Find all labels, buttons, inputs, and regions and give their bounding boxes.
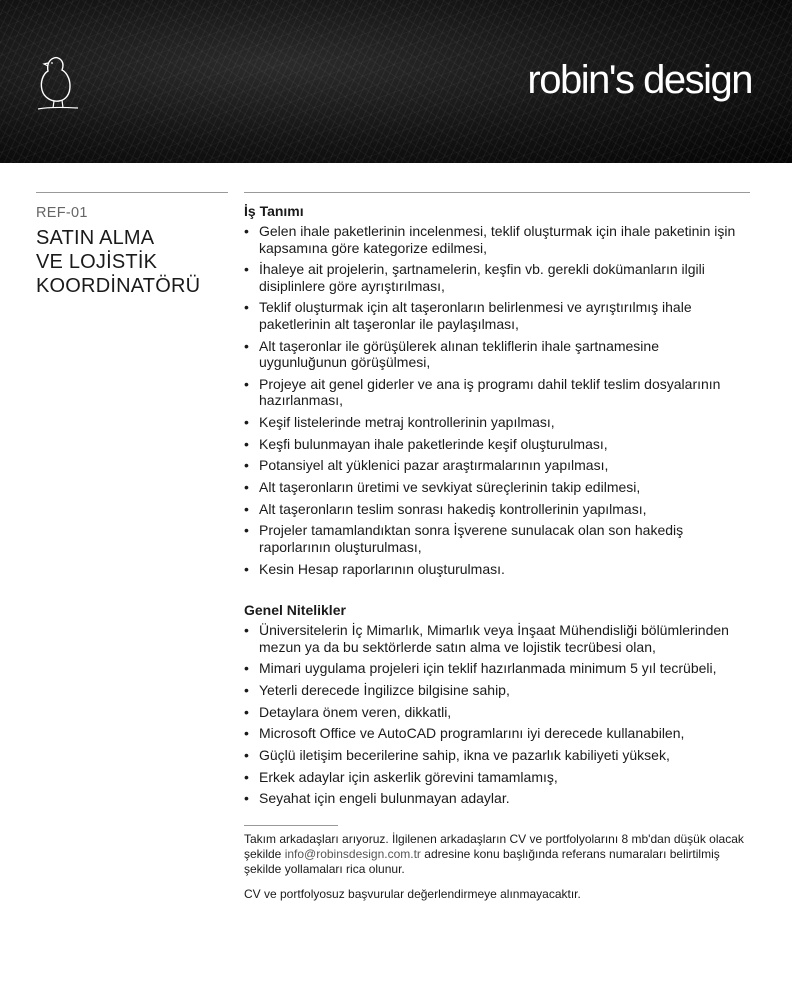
job-description-list — [244, 223, 750, 577]
list-item: • Güçlü iletişim becerilerine sahip, ikna ve pazarlık kabiliyeti yüksek, — [244, 747, 750, 764]
list-item: • Alt taşeronların teslim sonrası hakediş kontrollerinin yapılması, — [244, 501, 750, 518]
list-item: • Potansiyel alt yüklenici pazar araştırmalarının yapılması, — [244, 457, 750, 474]
list-item: • Alt taşeronlar ile görüşülerek alınan tekliflerin ihale şartnamesine uygunluğunun görüşülmesi, — [244, 338, 750, 371]
job-title-line: KOORDİNATÖRÜ — [36, 275, 201, 297]
job-title-line: SATIN ALMA — [36, 227, 155, 249]
disclaimer-text: CV ve portfolyosuz başvurular değerlendirmeye alınmayacaktır. — [244, 886, 581, 901]
list-item: • İhaleye ait projelerin, şartnamelerin, keşfin vb. gerekli dokümanların ilgili disiplinlere göre ayrıştırılması, — [244, 261, 750, 294]
right-divider — [244, 192, 750, 193]
list-item: • Yeterli derecede İngilizce bilgisine sahip, — [244, 682, 750, 699]
list-item: • Alt taşeronların üretimi ve sevkiyat süreçlerinin takip edilmesi, — [244, 479, 750, 496]
application-note — [244, 832, 750, 877]
note-text: adresine konu başlığında referans numaraları belirtilmiş şekilde yollamaları rica olunur. — [244, 846, 720, 876]
list-item: • Keşfi bulunmayan ihale paketlerinde keşif oluşturulması, — [244, 436, 750, 453]
reference-code: REF-01 — [36, 205, 88, 221]
bird-logo-icon — [34, 50, 82, 112]
job-title — [36, 226, 228, 298]
job-title-line: VE LOJİSTİK — [36, 251, 158, 273]
list-item: • Keşif listelerinde metraj kontrollerinin yapılması, — [244, 414, 750, 431]
list-item: • Gelen ihale paketlerinin incelenmesi, teklif oluşturmak için ihale paketinin işin kapsamına göre kategorize edilmesi, — [244, 223, 750, 256]
qualifications-list — [244, 622, 750, 807]
posting-content — [244, 192, 750, 902]
list-item: • Detaylara önem veren, dikkatli, — [244, 704, 750, 721]
header-banner — [0, 0, 792, 163]
list-item: • Üniversitelerin İç Mimarlık, Mimarlık veya İnşaat Mühendisliği bölümlerinden mezun ya da bu sektörlerde satın alma ve lojistik tecrübesi olan, — [244, 622, 750, 655]
email-link[interactable]: info@robinsdesign.com.tr — [284, 846, 421, 861]
list-item: • Projeler tamamlandıktan sonra İşverene sunulacak olan son hakediş raporlarının oluşturulması, — [244, 522, 750, 555]
list-item: • Microsoft Office ve AutoCAD programlarını iyi derecede kullanabilen, — [244, 725, 750, 742]
footer-divider — [244, 825, 338, 826]
job-description-heading: İş Tanımı — [244, 203, 304, 219]
list-item: • Projeye ait genel giderler ve ana iş programı dahil teklif teslim dosyalarının hazırlanması, — [244, 376, 750, 409]
note-text: Takım arkadaşları arıyoruz. İlgilenen arkadaşların CV ve portfolyolarını 8 mb'dan düşük olacak şekilde — [244, 831, 744, 861]
list-item: • Seyahat için engeli bulunmayan adaylar. — [244, 790, 750, 807]
list-item: • Kesin Hesap raporlarının oluşturulması. — [244, 561, 750, 578]
list-item: • Mimari uygulama projeleri için teklif hazırlanmada minimum 5 yıl tecrübeli, — [244, 660, 750, 677]
posting-sidebar — [36, 192, 228, 298]
list-item: • Erkek adaylar için askerlik görevini tamamlamış, — [244, 769, 750, 786]
brand-name: robin's design — [527, 58, 752, 102]
left-divider — [36, 192, 228, 193]
list-item: • Teklif oluşturmak için alt taşeronların belirlenmesi ve ayrıştırılmış ihale paketlerinin alt taşeronlar ile paylaşılması, — [244, 299, 750, 332]
qualifications-heading: Genel Nitelikler — [244, 602, 346, 619]
